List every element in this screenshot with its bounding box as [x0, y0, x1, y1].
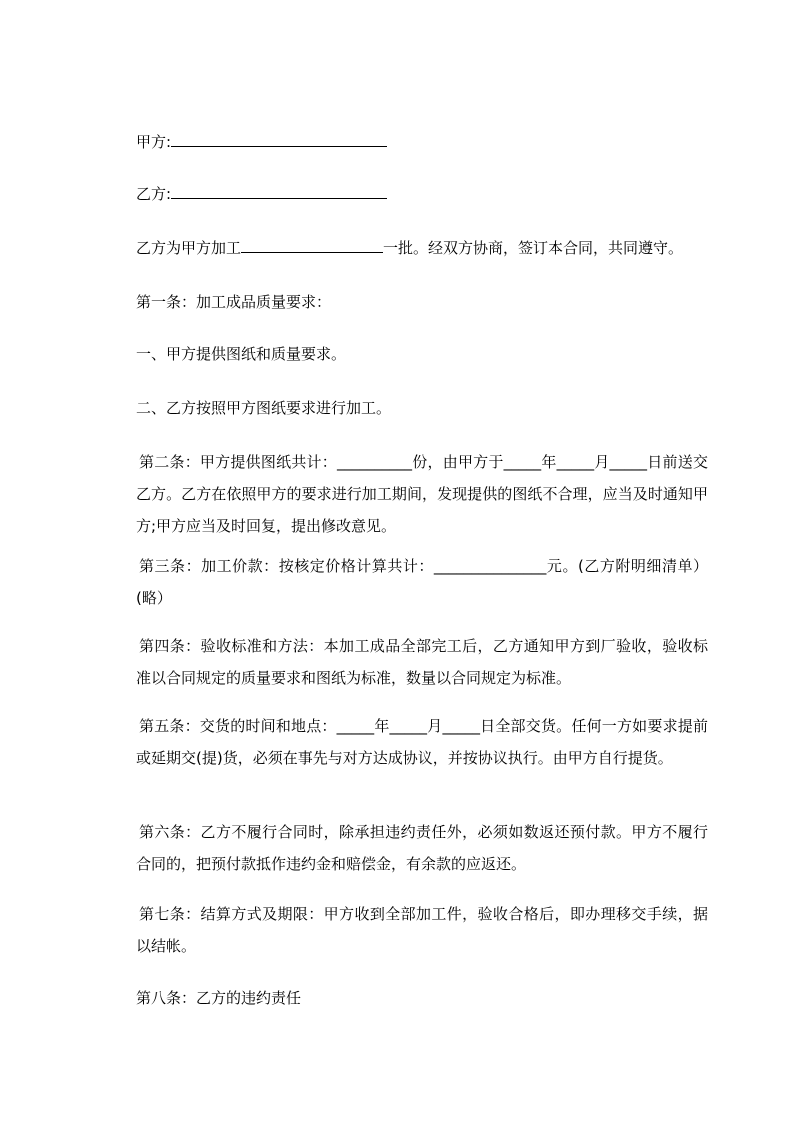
- article4-paragraph: 第四条：验收标准和方法：本加工成品全部完工后，乙方通知甲方到厂验收，验收标准以合同规定的质量要求和图纸为标准，数量以合同规定为标准。: [136, 637, 708, 687]
- intro-suffix: 一批。经双方协商，签订本合同，共同遵守。: [383, 239, 684, 257]
- article3-paragraph: 第三条：加工价款：按核定价格计算共计：_______________元。(乙方附明细清单）(略）: [136, 557, 708, 607]
- article1-title: 第一条：加工成品质量要求：: [136, 293, 332, 311]
- processed-item-blank: [241, 237, 383, 253]
- article8-title: 第八条：乙方的违约责任: [136, 989, 302, 1007]
- intro-prefix: 乙方为甲方加工: [136, 239, 242, 257]
- party-b-blank: [171, 183, 387, 199]
- article1-item1: 一、甲方提供图纸和质量要求。: [136, 345, 347, 363]
- article6-paragraph: 第六条：乙方不履行合同时，除承担违约责任外，必须如数返还预付款。甲方不履行合同的，把预付款抵作违约金和赔偿金，有余款的应返还。: [136, 823, 708, 873]
- article7-paragraph: 第七条：结算方式及期限：甲方收到全部加工件，验收合格后，即办理移交手续，据以结帐。: [136, 905, 708, 955]
- intro-line: [136, 236, 716, 260]
- party-a-blank: [171, 131, 387, 147]
- party-a-line: [136, 130, 716, 154]
- party-b-line: [136, 182, 716, 206]
- party-a-label: 甲方:: [136, 133, 172, 151]
- party-b-label: 乙方:: [136, 185, 172, 203]
- article5-paragraph: 第五条：交货的时间和地点：_____年_____月_____日全部交货。任何一方如要求提前或延期交(提)货，必须在事先与对方达成协议，并按协议执行。由甲方自行提货。: [136, 717, 708, 767]
- article1-item2: 二、乙方按照甲方图纸要求进行加工。: [136, 399, 392, 417]
- article2-paragraph: 第二条：甲方提供图纸共计：__________份，由甲方于_____年_____月_____日前送交乙方。乙方在依照甲方的要求进行加工期间，发现提供的图纸不合理，应当及时通知甲方;甲方应当及时回复，提出修改意见。: [136, 453, 708, 535]
